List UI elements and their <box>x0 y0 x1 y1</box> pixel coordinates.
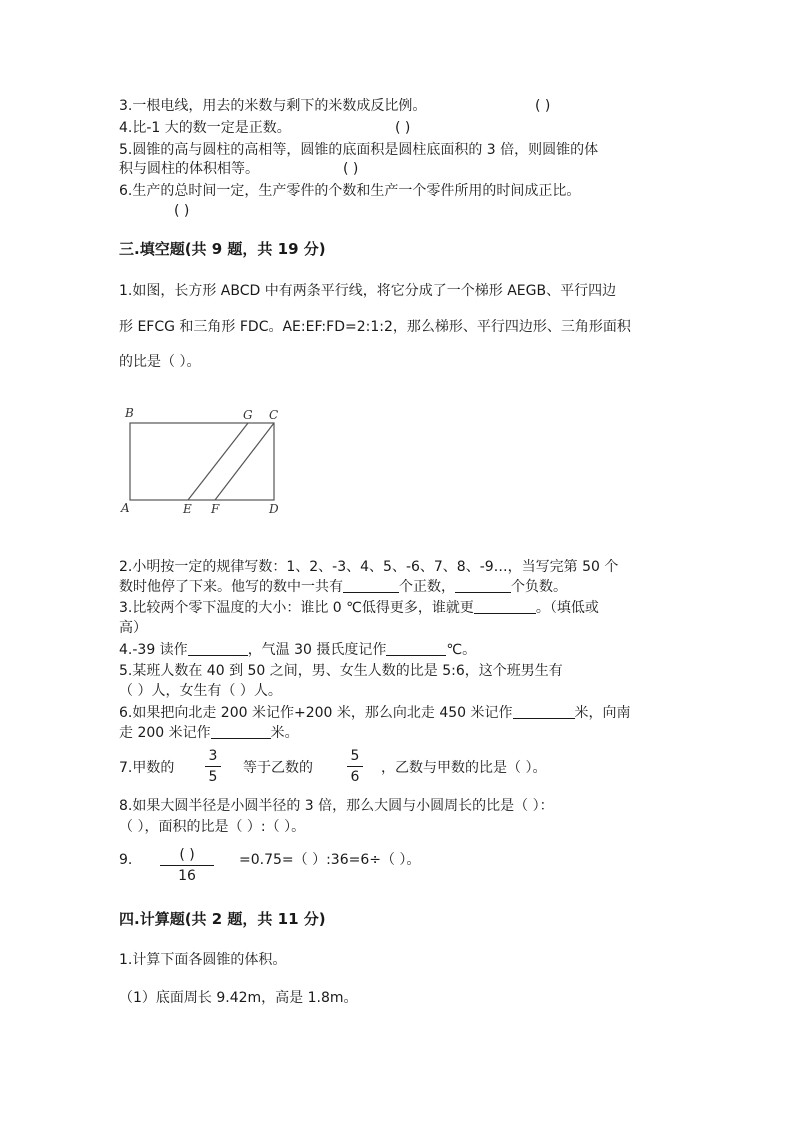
fill-q1-line3: 的比是（ ）。 <box>119 354 201 370</box>
fill-q7-prefix: 7.甲数的 <box>119 760 175 776</box>
judge-item-3: 3.一根电线，用去的米数与剩下的米数成反比例。 <box>119 98 427 114</box>
label-d: D <box>269 502 279 516</box>
label-e: E <box>183 502 192 516</box>
judge-item-4: 4.比-1 大的数一定是正数。 <box>119 120 291 136</box>
fill-q8-line1: 8.如果大圆半径是小圆半径的 3 倍，那么大圆与小圆周长的比是（ ）： <box>119 798 554 814</box>
label-b: B <box>125 406 134 420</box>
fill-q5-line1: 5.某班人数在 40 到 50 之间，男、女生人数的比是 5:6，这个班男生有 <box>119 663 563 679</box>
fill-q8-line2: （ ），面积的比是（ ）:（ ）。 <box>119 819 306 835</box>
fill-q3-line2: 高） <box>119 620 147 636</box>
fill-q1-line1: 1.如图，长方形 ABCD 中有两条平行线，将它分成了一个梯形 AEGB、平行四边 <box>119 283 617 299</box>
fraction-three-fifths: 3 5 <box>205 747 221 786</box>
section-heading-calculation: 四.计算题(共 2 题，共 11 分) <box>119 910 326 928</box>
fill-q6-line2: 走 200 米记作 米。 <box>119 725 299 741</box>
fill-q7-middle: 等于乙数的 <box>243 760 313 776</box>
judge-item-5-line1: 5.圆锥的高与圆柱的高相等，圆锥的底面积是圆柱底面积的 3 倍，则圆锥的体 <box>119 142 599 158</box>
parallel-line-fc <box>215 423 274 500</box>
fill-q5-line2: （ ）人，女生有（ ）人。 <box>119 683 282 699</box>
label-f: F <box>211 502 220 516</box>
fill-q2-line2: 数时他停了下来。他写的数中一共有 个正数， 个负数。 <box>119 579 567 595</box>
label-g: G <box>243 408 253 422</box>
judge-answer-paren-5[interactable]: ( ) <box>343 161 359 177</box>
judge-item-5-line2: 积与圆柱的体积相等。 <box>119 161 259 177</box>
fill-q4: 4.-39 读作 ，气温 30 摄氏度记作 ℃。 <box>119 642 477 658</box>
answer-blank-south-200[interactable] <box>211 724 271 739</box>
fill-q6-line1: 6.如果把向北走 200 米记作+200 米，那么向北走 450 米记作 米，向南 <box>119 705 631 721</box>
calc-q1-part1: （1）底面周长 9.42m，高是 1.8m。 <box>119 990 358 1006</box>
label-c: C <box>269 408 279 422</box>
answer-blank-negative-count[interactable] <box>455 578 511 593</box>
answer-blank-positive-count[interactable] <box>343 578 399 593</box>
fill-q9-equation: =0.75=（ ）:36=6÷（ ）。 <box>239 852 421 868</box>
fill-q3-line1: 3.比较两个零下温度的大小：谁比 0 ℃低得更多，谁就更 。（填低或 <box>119 600 599 616</box>
section-heading-fill-blank: 三.填空题(共 9 题，共 19 分) <box>119 240 326 258</box>
fraction-five-sixths: 5 6 <box>347 747 363 786</box>
fill-q1-line2: 形 EFCG 和三角形 FDC。AE:EF:FD=2:1:2，那么梯形、平行四边形、三角形面积 <box>119 319 631 335</box>
answer-blank-temperature[interactable] <box>474 599 536 614</box>
answer-blank-north-450[interactable] <box>513 704 575 719</box>
parallel-line-eg <box>188 423 248 500</box>
judge-answer-paren-6[interactable]: ( ) <box>174 203 190 219</box>
judge-answer-paren-3[interactable]: ( ) <box>535 98 551 114</box>
rectangle-outline <box>130 423 274 500</box>
judge-answer-paren-4[interactable]: ( ) <box>395 120 411 136</box>
label-a: A <box>121 501 130 515</box>
calc-q1: 1.计算下面各圆锥的体积。 <box>119 952 287 968</box>
judge-item-6: 6.生产的总时间一定，生产零件的个数和生产一个零件所用的时间成正比。 <box>119 183 581 199</box>
fill-q7-suffix: ，乙数与甲数的比是（ ）。 <box>381 760 547 776</box>
answer-blank-read-as[interactable] <box>188 641 248 656</box>
fraction-blank-over-16: ( ) 16 <box>160 846 214 885</box>
answer-blank-temperature-notation[interactable] <box>386 641 446 656</box>
rectangle-abcd-figure <box>115 400 290 520</box>
answer-blank-numerator[interactable]: ( ) <box>179 847 195 863</box>
fill-q9-number: 9. <box>119 852 133 868</box>
fill-q2-line1: 2.小明按一定的规律写数：1、2、-3、4、5、-6、7、8、-9…，当写完第 50 个 <box>119 559 619 575</box>
